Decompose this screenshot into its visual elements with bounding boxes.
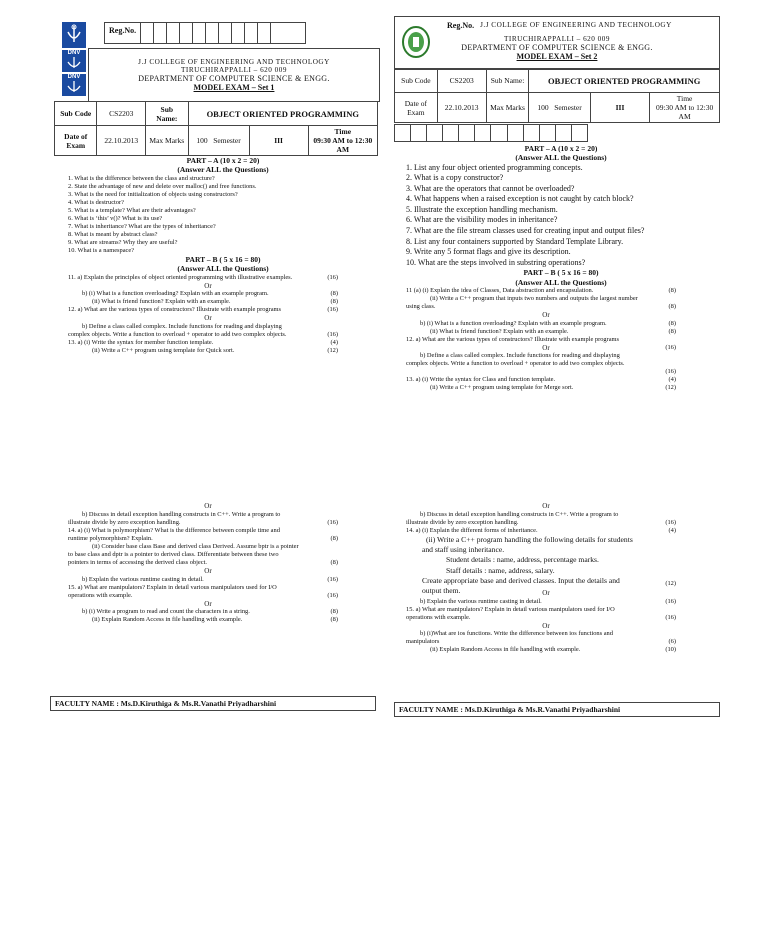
set1-part-a: [68, 156, 378, 355]
set2-partB-cont-list: [406, 502, 716, 535]
set2-header: [394, 16, 720, 70]
q14-detail-line: output them.: [422, 586, 461, 595]
q14-detail-line: Create appropriate base and derived classes. Input the details and: [422, 575, 620, 585]
or-separator: [406, 589, 716, 598]
question-text: 12. a) What are the various types of constructors? Illustrate with example programs: [68, 306, 282, 314]
question-text: Or: [542, 621, 550, 630]
question-text: 11. a) Explain the principles of object oriented programming with illustrative examples.: [68, 273, 293, 281]
question-item: 2. State the advantage of new and delete over malloc() and free functions.: [68, 182, 257, 190]
set1-partB-cont-list: [68, 502, 378, 624]
mark-value: (16): [327, 518, 338, 526]
question-text: 12. a) What are the various types of constructors? Illustrate with example programs: [406, 335, 620, 343]
question-item: 8. What is meant by abstract class?: [68, 230, 158, 238]
mark-value: (8): [330, 558, 338, 566]
question-line: [406, 384, 716, 392]
mark-value: (16): [327, 331, 338, 338]
question-line: [68, 511, 378, 519]
set2-reg-box: [443, 21, 675, 35]
set1-date-label: Date of Exam: [55, 126, 97, 156]
mark-value: (8): [330, 290, 338, 298]
question-line: [68, 559, 378, 567]
question-line: [406, 614, 716, 622]
mark-value: (8): [668, 327, 676, 335]
set1-time-cell: [308, 126, 377, 156]
set1-reg-box: [104, 22, 306, 44]
q14-mark: (12): [665, 580, 676, 588]
set2-partB-cont2-list: [406, 589, 716, 655]
question-text: complex objects. Write a function to overload + operator to add two complex objects.: [68, 331, 287, 338]
set1-dnv-logo-icon: [62, 50, 86, 72]
question-line: [406, 336, 716, 344]
question-text: 13. a) (i) Write the syntax for Class and function template.: [406, 376, 556, 384]
question-line: [68, 290, 378, 298]
question-text: Or: [204, 566, 212, 575]
question-line: [406, 646, 716, 654]
set2-max: 100: [537, 103, 549, 112]
set1-date: 22.10.2013: [97, 126, 146, 156]
question-line: [68, 608, 378, 616]
set1-college-name: J.J COLLEGE OF ENGINEERING AND TECHNOLOGY: [138, 58, 330, 66]
set1-part-b-cont: [68, 502, 378, 624]
question-text: b) (i) What is a function overloading? Explain with an example program.: [420, 319, 607, 327]
or-separator: [406, 311, 716, 320]
question-text: (ii) What is friend function? Explain with an example.: [92, 298, 231, 306]
set2-partA-title: PART – A (10 x 2 = 20): [524, 144, 598, 153]
question-line: [406, 328, 716, 336]
mark-value: (8): [330, 298, 338, 306]
mark-value: (16): [665, 368, 676, 376]
question-text: Or: [542, 343, 550, 352]
set2-sem-label: Semester: [554, 103, 582, 112]
mark-value: (8): [668, 302, 676, 310]
q14-detail-line: Student details : name, address, percentage marks.: [446, 555, 599, 565]
question-text: (ii) What is friend function? Explain with an example.: [430, 327, 569, 335]
question-line: [406, 368, 716, 376]
set2-college-city: TIRUCHIRAPPALLI – 620 009: [504, 35, 610, 43]
question-item: 6. What is ‘this’ v()? What is its use?: [68, 214, 163, 222]
set1-dept: DEPARTMENT OF COMPUTER SCIENCE & ENGG.: [138, 74, 330, 83]
question-item: 8. List any four containers supported by Standard Template Library.: [406, 236, 624, 246]
question-text: b) (i)What are ios functions. Write the difference between ios functions and: [420, 630, 613, 638]
set1-college-city: TIRUCHIRAPPALLI – 620 009: [181, 66, 287, 74]
or-separator: [68, 282, 378, 291]
question-item: 3. What are the operators that cannot be overloaded?: [406, 183, 575, 193]
question-text: Or: [204, 314, 212, 323]
set1-partA-list: [68, 175, 378, 255]
question-line: [406, 511, 716, 519]
mark-value: (16): [327, 575, 338, 583]
set2-faculty: FACULTY NAME : Ms.D.Kiruthiga & Ms.R.Vanathi Priyadharshini: [394, 702, 720, 717]
set2-time-label: Time: [676, 94, 693, 103]
set2-part-b-cont: [406, 502, 716, 654]
question-line: [68, 592, 378, 600]
set2-date: 22.10.2013: [437, 93, 486, 123]
set1-partB-title: PART – B ( 5 x 16 = 80): [185, 254, 261, 264]
question-text: b) Define a class called complex. Include functions for reading and displaying: [82, 323, 282, 330]
question-line: [68, 535, 378, 543]
question-text: pointers in terms of accessing the derived class object.: [68, 558, 207, 566]
question-text: illustrate divide by zero exception handling.: [68, 518, 181, 526]
question-line: [68, 323, 378, 331]
question-text: Or: [542, 310, 550, 319]
question-line: [406, 352, 716, 360]
question-item: 3. What is the need for initialization of objects using constructors?: [68, 190, 238, 198]
question-text: (ii) Consider base class Base and derived class Derived. Assume bptr is a pointer: [92, 542, 299, 550]
question-item: 5. Illustrate the exception handling mechanism.: [406, 204, 558, 214]
question-item: 4. What is destructor?: [68, 198, 124, 206]
set2-subname: OBJECT ORIENTED PROGRAMMING: [529, 69, 720, 93]
set1-partA-title: PART – A (10 x 2 = 20): [186, 156, 260, 165]
question-line: [68, 616, 378, 624]
question-line: [68, 331, 378, 339]
question-item: 1. List any four object oriented programming concepts.: [406, 162, 583, 172]
mark-value: (8): [330, 616, 338, 624]
mark-value: (16): [327, 306, 338, 314]
question-item: 7. What are the file stream classes used for creating input and output files?: [406, 226, 645, 236]
set1-logo-top-icon: [62, 22, 86, 48]
question-item: 1. What is the difference between the class and structure?: [68, 174, 215, 182]
question-text: b) Explain the various runtime casting in detail.: [82, 575, 204, 583]
question-line: [406, 630, 716, 638]
question-text: b) (i) What is a function overloading? Explain with an example program.: [82, 290, 269, 298]
question-line: [406, 287, 716, 295]
or-separator: [68, 567, 378, 576]
question-text: Or: [542, 502, 550, 510]
set2-date-label: Date of Exam: [395, 93, 438, 123]
set2-college-name: J.J COLLEGE OF ENGINEERING AND TECHNOLOGY: [480, 21, 672, 29]
question-item: 10. What is a namespace?: [68, 246, 135, 254]
question-item: 7. What is inheritance? What are the types of inheritance?: [68, 222, 216, 230]
set1-sem: III: [249, 126, 308, 156]
mark-value: (16): [665, 613, 676, 621]
set1-reg-label: Reg.No.: [105, 23, 141, 43]
question-text: 14. a) (i) What is polymorphism? What is the difference between compile time and: [68, 526, 280, 534]
or-separator: [406, 622, 716, 631]
mark-value: (8): [330, 608, 338, 616]
question-line: [406, 638, 716, 646]
q14-detail-line: and staff using inheritance.: [422, 545, 505, 554]
question-line: [68, 551, 378, 559]
question-line: [406, 519, 716, 527]
question-text: complex objects. Write a function to overload + operator to add two complex objects.: [406, 360, 625, 368]
or-separator: [68, 502, 378, 511]
question-text: 13. a) (i) Write the syntax for member function template.: [68, 339, 214, 346]
mark-value: (16): [327, 591, 338, 599]
set1-sem-label: Semester: [213, 136, 241, 145]
question-line: [68, 339, 378, 347]
mark-value: (12): [665, 384, 676, 392]
set2-meta-table: [394, 68, 720, 123]
question-text: using class.: [406, 302, 436, 310]
question-text: Or: [542, 588, 550, 597]
set1-max: 100: [196, 136, 208, 145]
set1-time: 09:30 AM to 12:30 AM: [313, 136, 373, 154]
set1-subcode: CS2203: [97, 102, 146, 126]
question-line: [406, 303, 716, 311]
question-line: [68, 576, 378, 584]
set2-time-cell: [650, 93, 720, 123]
question-line: [406, 527, 716, 535]
question-item: 10. What are the steps involved in substring operations?: [406, 257, 586, 267]
question-item: 9. What are streams? Why they are useful?: [68, 238, 178, 246]
or-separator: [406, 502, 716, 511]
set1-time-label: Time: [334, 127, 352, 136]
set2-partB-note: (Answer ALL the Questions): [515, 277, 607, 287]
mark-value: (10): [665, 646, 676, 654]
mark-value: (8): [668, 319, 676, 327]
mark-value: (16): [327, 273, 338, 281]
set2-partA-list: [406, 163, 716, 268]
question-line: [68, 543, 378, 551]
set2-subcode: CS2203: [437, 69, 486, 93]
set1-dnv-logo-2-icon: DNV: [62, 74, 86, 96]
question-text: 14. a) (i) Explain the different forms of inheritance.: [406, 526, 538, 534]
question-text: (ii) Write a C++ program using template for Merge sort.: [430, 384, 574, 392]
question-text: runtime polymorphism? Explain.: [68, 534, 153, 542]
mark-value: (4): [668, 376, 676, 384]
question-item: 9. Write any 5 format flags and give its description.: [406, 247, 571, 257]
set1-partA-note: (Answer ALL the Questions): [177, 165, 269, 175]
set2-q14-details: [406, 534, 716, 595]
mark-value: (16): [665, 518, 676, 526]
set1-faculty: FACULTY NAME : Ms.D.Kiruthiga & Ms.R.Vanathi Priyadharshini: [50, 696, 376, 711]
set1-header: [88, 48, 380, 102]
set2-partA-note: (Answer ALL the Questions): [515, 153, 607, 163]
set2-dept: DEPARTMENT OF COMPUTER SCIENCE & ENGG.: [461, 43, 653, 52]
question-text: (ii) Write a C++ program using template for Quick sort.: [92, 347, 235, 354]
question-text: operations with example.: [406, 613, 471, 621]
set1-partB-note: (Answer ALL the Questions): [177, 264, 269, 274]
question-text: manipulators: [406, 638, 440, 646]
set2-reg-cells: [394, 124, 588, 142]
mark-value: (16): [665, 597, 676, 605]
mark-value: (6): [668, 638, 676, 646]
q14-detail-line: (ii) Write a C++ program handling the following details for students: [426, 534, 633, 544]
set2-exam-title: MODEL EXAM – Set 2: [516, 52, 598, 61]
q14-detail-line: Staff details : name, address, salary.: [446, 565, 555, 575]
question-line: [406, 598, 716, 606]
question-text: b) Discuss in detail exception handling constructs in C++. Write a program to: [420, 510, 619, 518]
question-text: operations with example.: [68, 591, 133, 599]
set1-subname: OBJECT ORIENTED PROGRAMMING: [188, 102, 377, 126]
question-line: [406, 295, 716, 303]
set2-subcode-label: Sub Code: [395, 69, 438, 93]
question-item: 2. What is a copy constructor?: [406, 173, 504, 183]
or-separator: [68, 600, 378, 609]
set2-time: 09:30 AM to 12:30 AM: [655, 103, 714, 121]
set1-max-and-sem: [188, 126, 249, 156]
question-text: 15. a) What are manipulators? Explain in detail various manipulators used for I/O: [406, 605, 615, 613]
question-text: 11 (a) (i) Explain the idea of Classes, Data abstraction and encapsulation.: [406, 286, 594, 294]
set2-logo-icon: [401, 25, 431, 59]
question-item: 4. What happens when a raised exception is not caught by catch block?: [406, 194, 634, 204]
question-text: Or: [204, 281, 212, 290]
question-line: [68, 527, 378, 535]
question-line: [406, 320, 716, 328]
question-line: [406, 376, 716, 384]
set1-max-label: Max Marks: [146, 126, 188, 156]
mark-value: (16): [665, 343, 676, 351]
question-text: b) Define a class called complex. Include functions for reading and displaying: [420, 352, 620, 360]
set2-partB-list: [406, 287, 716, 393]
mark-value: (8): [330, 534, 338, 542]
or-separator: [68, 314, 378, 323]
set2-max-and-sem: [529, 93, 590, 123]
set2-part-a: [406, 144, 716, 392]
question-text: to base class and dptr is a pointer to derived class. Differentiate between these two: [68, 550, 279, 558]
question-text: Or: [204, 599, 212, 608]
set2-reg-label: Reg.No.: [447, 21, 475, 30]
question-line: [406, 360, 716, 368]
question-item: 5. What is a template? What are their advantages?: [68, 206, 196, 214]
question-text: b) Explain the various runtime casting in detail.: [420, 597, 542, 605]
mark-value: (4): [330, 339, 338, 346]
set1-partB-list: [68, 274, 378, 356]
question-text: Or: [204, 502, 212, 510]
question-line: [68, 347, 378, 355]
set1-subcode-label: Sub Code: [55, 102, 97, 126]
question-line: [68, 584, 378, 592]
mark-value: (4): [668, 526, 676, 534]
question-text: (ii) Write a C++ program that inputs two numbers and outputs the largest number: [430, 294, 638, 302]
set2-sem: III: [590, 93, 649, 123]
mark-value: (12): [327, 347, 338, 354]
set1-exam-title: MODEL EXAM – Set 1: [193, 83, 275, 92]
question-text: b) Discuss in detail exception handling constructs in C++. Write a program to: [82, 510, 281, 518]
question-line: [68, 519, 378, 527]
question-text: illustrate divide by zero exception handling.: [406, 518, 519, 526]
set1-dnv-text: DNV: [67, 50, 81, 56]
question-text: b) (i) Write a program to read and count the characters in a string.: [82, 608, 250, 616]
question-line: [68, 306, 378, 314]
set2-max-label: Max Marks: [486, 93, 529, 123]
question-line: [68, 274, 378, 282]
set2-partB-title: PART – B ( 5 x 16 = 80): [523, 268, 599, 278]
question-text: 15. a) What are manipulators? Explain in detail various manipulators used for I/O: [68, 583, 277, 591]
question-text: (ii) Explain Random Access in file handling with example.: [92, 616, 243, 624]
set1-subname-label: Sub Name:: [146, 102, 188, 126]
mark-value: (8): [668, 286, 676, 294]
or-separator: [406, 344, 716, 353]
question-text: (ii) Explain Random Access in file handling with example.: [430, 646, 581, 654]
question-item: 6. What are the visibility modes in inheritance?: [406, 215, 558, 225]
set2-subname-label: Sub Name:: [486, 69, 529, 93]
set1-meta-table: [54, 101, 378, 156]
question-line: [68, 298, 378, 306]
question-line: [406, 606, 716, 614]
